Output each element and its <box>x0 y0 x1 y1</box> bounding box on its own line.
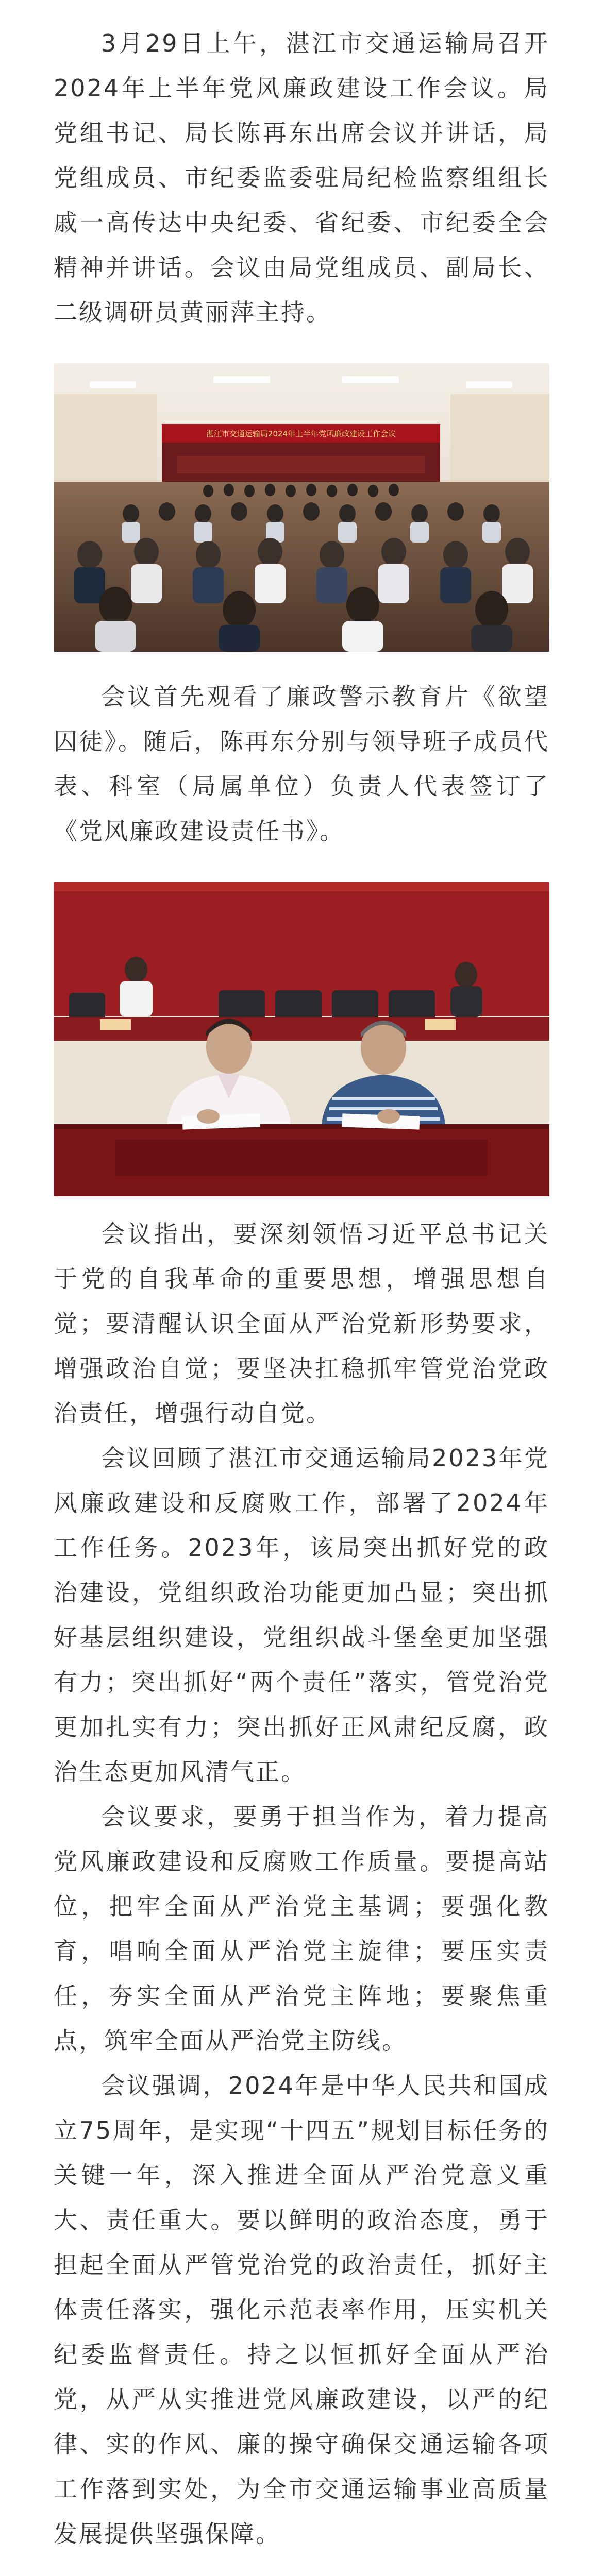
paragraph-emphasis: 会议强调，2024年是中华人民共和国成立75周年，是实现“十四五”规划目标任务的关键一年，深入推进全面从严治党意义重大、责任重大。要以鲜明的政治态度，勇于担起全面从严管党治党的政治责任，抓好主体责任落实，强化示范表率作用，压实机关纪委监督责任。持之以恒抓好全面从严治党，从严从实推进党风廉政建设，以严的纪律、实的作风、廉的操守确保交通运输各项工作落到实处，为全市交通运输事业高质量发展提供坚强保障。 <box>54 2072 549 2548</box>
paragraph-intro: 3月29日上午，湛江市交通运输局召开2024年上半年党风廉政建设工作会议。局党组书记、局长陈再东出席会议并讲话，局党组成员、市纪委监委驻局纪检监察组组长戚一高传达中央纪委、省纪委、市纪委全会精神并讲话。会议由局党组成员、副局长、二级调研员黄丽萍主持。 <box>54 29 549 326</box>
paragraph-demands: 会议要求，要勇于担当作为，着力提高党风廉政建设和反腐败工作质量。要提高站位，把牢全面从严治党主基调；要强化教育，唱响全面从严治党主旋律；要压实责任，夯实全面从严治党主阵地；要聚焦重点，筑牢全面从严治党主防线。 <box>54 1803 549 2055</box>
paragraph-requirements: 会议指出，要深刻领悟习近平总书记关于党的自我革命的重要思想，增强思想自觉；要清醒认识全面从严治党新形势要求，增强政治自觉；要坚决扛稳抓牢管党治党政治责任，增强行动自觉。 <box>54 1220 549 1427</box>
paragraph-review: 会议回顾了湛江市交通运输局2023年党风廉政建设和反腐败工作，部署了2024年工作任务。2023年，该局突出抓好党的政治建设，党组织政治功能更加凸显；突出抓好基层组织建设，党组织战斗堡垒更加坚强有力；突出抓好“两个责任”落实，管党治党更加扎实有力；突出抓好正风肃纪反腐，政治生态更加风清气正。 <box>54 1444 549 1786</box>
paragraph-warning-film: 会议首先观看了廉政警示教育片《欲望囚徒》。随后，陈再东分别与领导班子成员代表、科室（局属单位）负责人代表签订了《党风廉政建设责任书》。 <box>54 683 549 845</box>
meeting-hall-photo <box>54 363 549 652</box>
signing-ceremony-photo <box>54 882 549 1196</box>
meeting-banner-text: 湛江市交通运输局2024年上半年党风廉政建设工作会议 <box>206 429 396 438</box>
